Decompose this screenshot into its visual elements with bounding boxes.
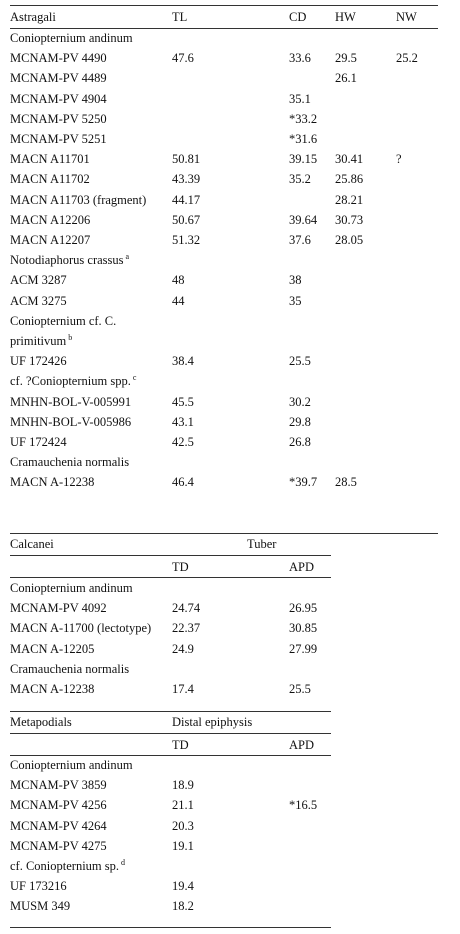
specimen-id: MACN A-12238: [10, 475, 95, 490]
value-hw: 25.86: [335, 172, 364, 187]
specimen-id: MUSM 349: [10, 899, 71, 914]
value-cd: *39.7: [289, 475, 318, 490]
value-tl: 42.5: [172, 435, 194, 449]
specimen-id: MACN A-12205: [10, 641, 95, 656]
specimen-id: MACN A11701: [10, 152, 90, 167]
value-hw: 28.5: [335, 475, 357, 490]
value-cd: *31.6: [289, 132, 318, 146]
specimen-id: MCNAM-PV 4092: [10, 601, 107, 616]
value-tl: 50.67: [172, 212, 201, 227]
specimen-id: MACN A11703 (fragment): [10, 192, 147, 207]
specimen-id: ACM 3275: [10, 293, 67, 308]
specimen-id: UF 172424: [10, 435, 67, 449]
value-td: 18.2: [172, 899, 194, 914]
top-rule: [10, 5, 438, 6]
header-cd: CD: [289, 10, 307, 24]
header-td: TD: [172, 738, 189, 752]
specimen-id: MNHN-BOL-V-005991: [10, 394, 132, 409]
value-cd: 33.6: [289, 51, 311, 66]
value-cd: *33.2: [289, 111, 318, 126]
footnote-marker: c: [130, 373, 137, 383]
value-td: 18.9: [172, 778, 194, 793]
specimen-id: MCNAM-PV 5251: [10, 132, 107, 146]
value-apd: 25.5: [289, 682, 311, 696]
group-name: Coniopternium cf. C.: [10, 313, 117, 328]
value-tl: 45.5: [172, 394, 194, 409]
specimen-id: MCNAM-PV 4256: [10, 798, 107, 813]
header-astragali: Astragali: [10, 10, 56, 24]
footnote-marker: b: [66, 333, 73, 342]
specimen-id: MACN A12206: [10, 212, 91, 227]
value-td: 17.4: [172, 682, 194, 696]
value-tl: 43.1: [172, 414, 194, 429]
footnote-marker: a: [123, 252, 130, 262]
specimen-id: MCNAM-PV 3859: [10, 778, 107, 793]
value-cd: 35.1: [289, 91, 311, 106]
value-tl: 51.32: [172, 233, 201, 247]
value-td: 20.3: [172, 818, 194, 833]
value-apd: 26.95: [289, 601, 318, 616]
bottom-rule: [10, 927, 331, 928]
group-name: cf. Coniopternium sp. $^d$: [10, 858, 126, 873]
value-hw: 28.05: [335, 233, 364, 247]
specimen-id: MACN A11702: [10, 172, 90, 187]
specimen-id: MACN A12207: [10, 233, 91, 247]
group-name: Cramauchenia normalis: [10, 455, 130, 470]
value-tl: 48: [172, 273, 185, 288]
specimen-id: UF 172426: [10, 354, 67, 369]
specimen-id: MNHN-BOL-V-005986: [10, 414, 132, 429]
value-hw: 30.73: [335, 212, 364, 227]
value-hw: 26.1: [335, 71, 357, 86]
value-cd: 30.2: [289, 394, 311, 409]
header-metapodials: Metapodials: [10, 715, 72, 729]
group-name: Cramauchenia normalis: [10, 661, 130, 676]
value-hw: 30.41: [335, 152, 364, 167]
value-cd: 29.8: [289, 414, 311, 429]
value-nw: 25.2: [396, 51, 418, 66]
header-td: TD: [172, 560, 189, 574]
specimen-id: MCNAM-PV 4904: [10, 91, 107, 106]
value-apd: 30.85: [289, 621, 318, 636]
value-cd: 37.6: [289, 233, 311, 247]
header-apd: APD: [289, 560, 315, 574]
value-cd: 35.2: [289, 172, 311, 187]
value-tl: 50.81: [172, 152, 201, 167]
specimen-id: MCNAM-PV 4490: [10, 51, 107, 66]
value-tl: 47.6: [172, 51, 194, 66]
value-hw: 29.5: [335, 51, 357, 66]
value-cd: 25.5: [289, 354, 311, 369]
header-hw: HW: [335, 10, 356, 24]
footnote-marker: d: [119, 858, 126, 867]
value-td: 19.4: [172, 879, 194, 894]
value-tl: 46.4: [172, 475, 194, 490]
value-cd: 39.64: [289, 212, 318, 227]
group-name: Coniopternium andinum: [10, 31, 133, 45]
group-name-cont: primitivum $^b$: [10, 333, 73, 348]
value-apd: *16.5: [289, 798, 318, 813]
group-name: Coniopternium andinum: [10, 581, 133, 595]
header-nw: NW: [396, 10, 417, 24]
calcanei-top-rule: [10, 533, 438, 534]
value-hw: 28.21: [335, 192, 364, 207]
metapodials-mid-rule: [10, 733, 331, 734]
value-td: 24.9: [172, 641, 194, 656]
value-tl: 44.17: [172, 192, 201, 207]
header-tuber: Tuber: [247, 537, 277, 551]
calcanei-header-rule: [10, 577, 331, 578]
group-name: Coniopternium andinum: [10, 758, 133, 772]
header-distal-epiphysis: Distal epiphysis: [172, 715, 253, 729]
value-cd: 26.8: [289, 435, 311, 449]
value-td: 19.1: [172, 838, 194, 853]
header-tl: TL: [172, 10, 188, 24]
header-rule: [10, 28, 438, 29]
specimen-id: MACN A-11700 (lectotype): [10, 621, 152, 636]
group-name: Notodiaphorus crassus $^a$: [10, 252, 130, 268]
value-cd: 38: [289, 273, 302, 288]
value-td: 22.37: [172, 621, 201, 636]
value-cd: 35: [289, 293, 302, 308]
header-apd: APD: [289, 738, 315, 752]
calcanei-mid-rule: [10, 555, 331, 556]
value-td: 21.1: [172, 798, 194, 813]
value-tl: 38.4: [172, 354, 194, 369]
metapodials-header-rule: [10, 755, 331, 756]
metapodials-top-rule: [10, 711, 331, 712]
specimen-id: MCNAM-PV 4489: [10, 71, 107, 86]
value-nw: ?: [396, 152, 402, 167]
value-tl: 44: [172, 293, 185, 308]
header-calcanei: Calcanei: [10, 537, 54, 551]
specimen-id: UF 173216: [10, 879, 67, 894]
value-apd: 27.99: [289, 641, 318, 656]
group-name: cf. ?Coniopternium spp. $^c$: [10, 373, 137, 389]
specimen-id: MACN A-12238: [10, 682, 95, 696]
specimen-id: ACM 3287: [10, 273, 67, 288]
specimen-id: MCNAM-PV 4264: [10, 818, 107, 833]
specimen-id: MCNAM-PV 5250: [10, 111, 107, 126]
value-td: 24.74: [172, 601, 201, 616]
specimen-id: MCNAM-PV 4275: [10, 838, 107, 853]
value-tl: 43.39: [172, 172, 201, 187]
value-cd: 39.15: [289, 152, 318, 167]
